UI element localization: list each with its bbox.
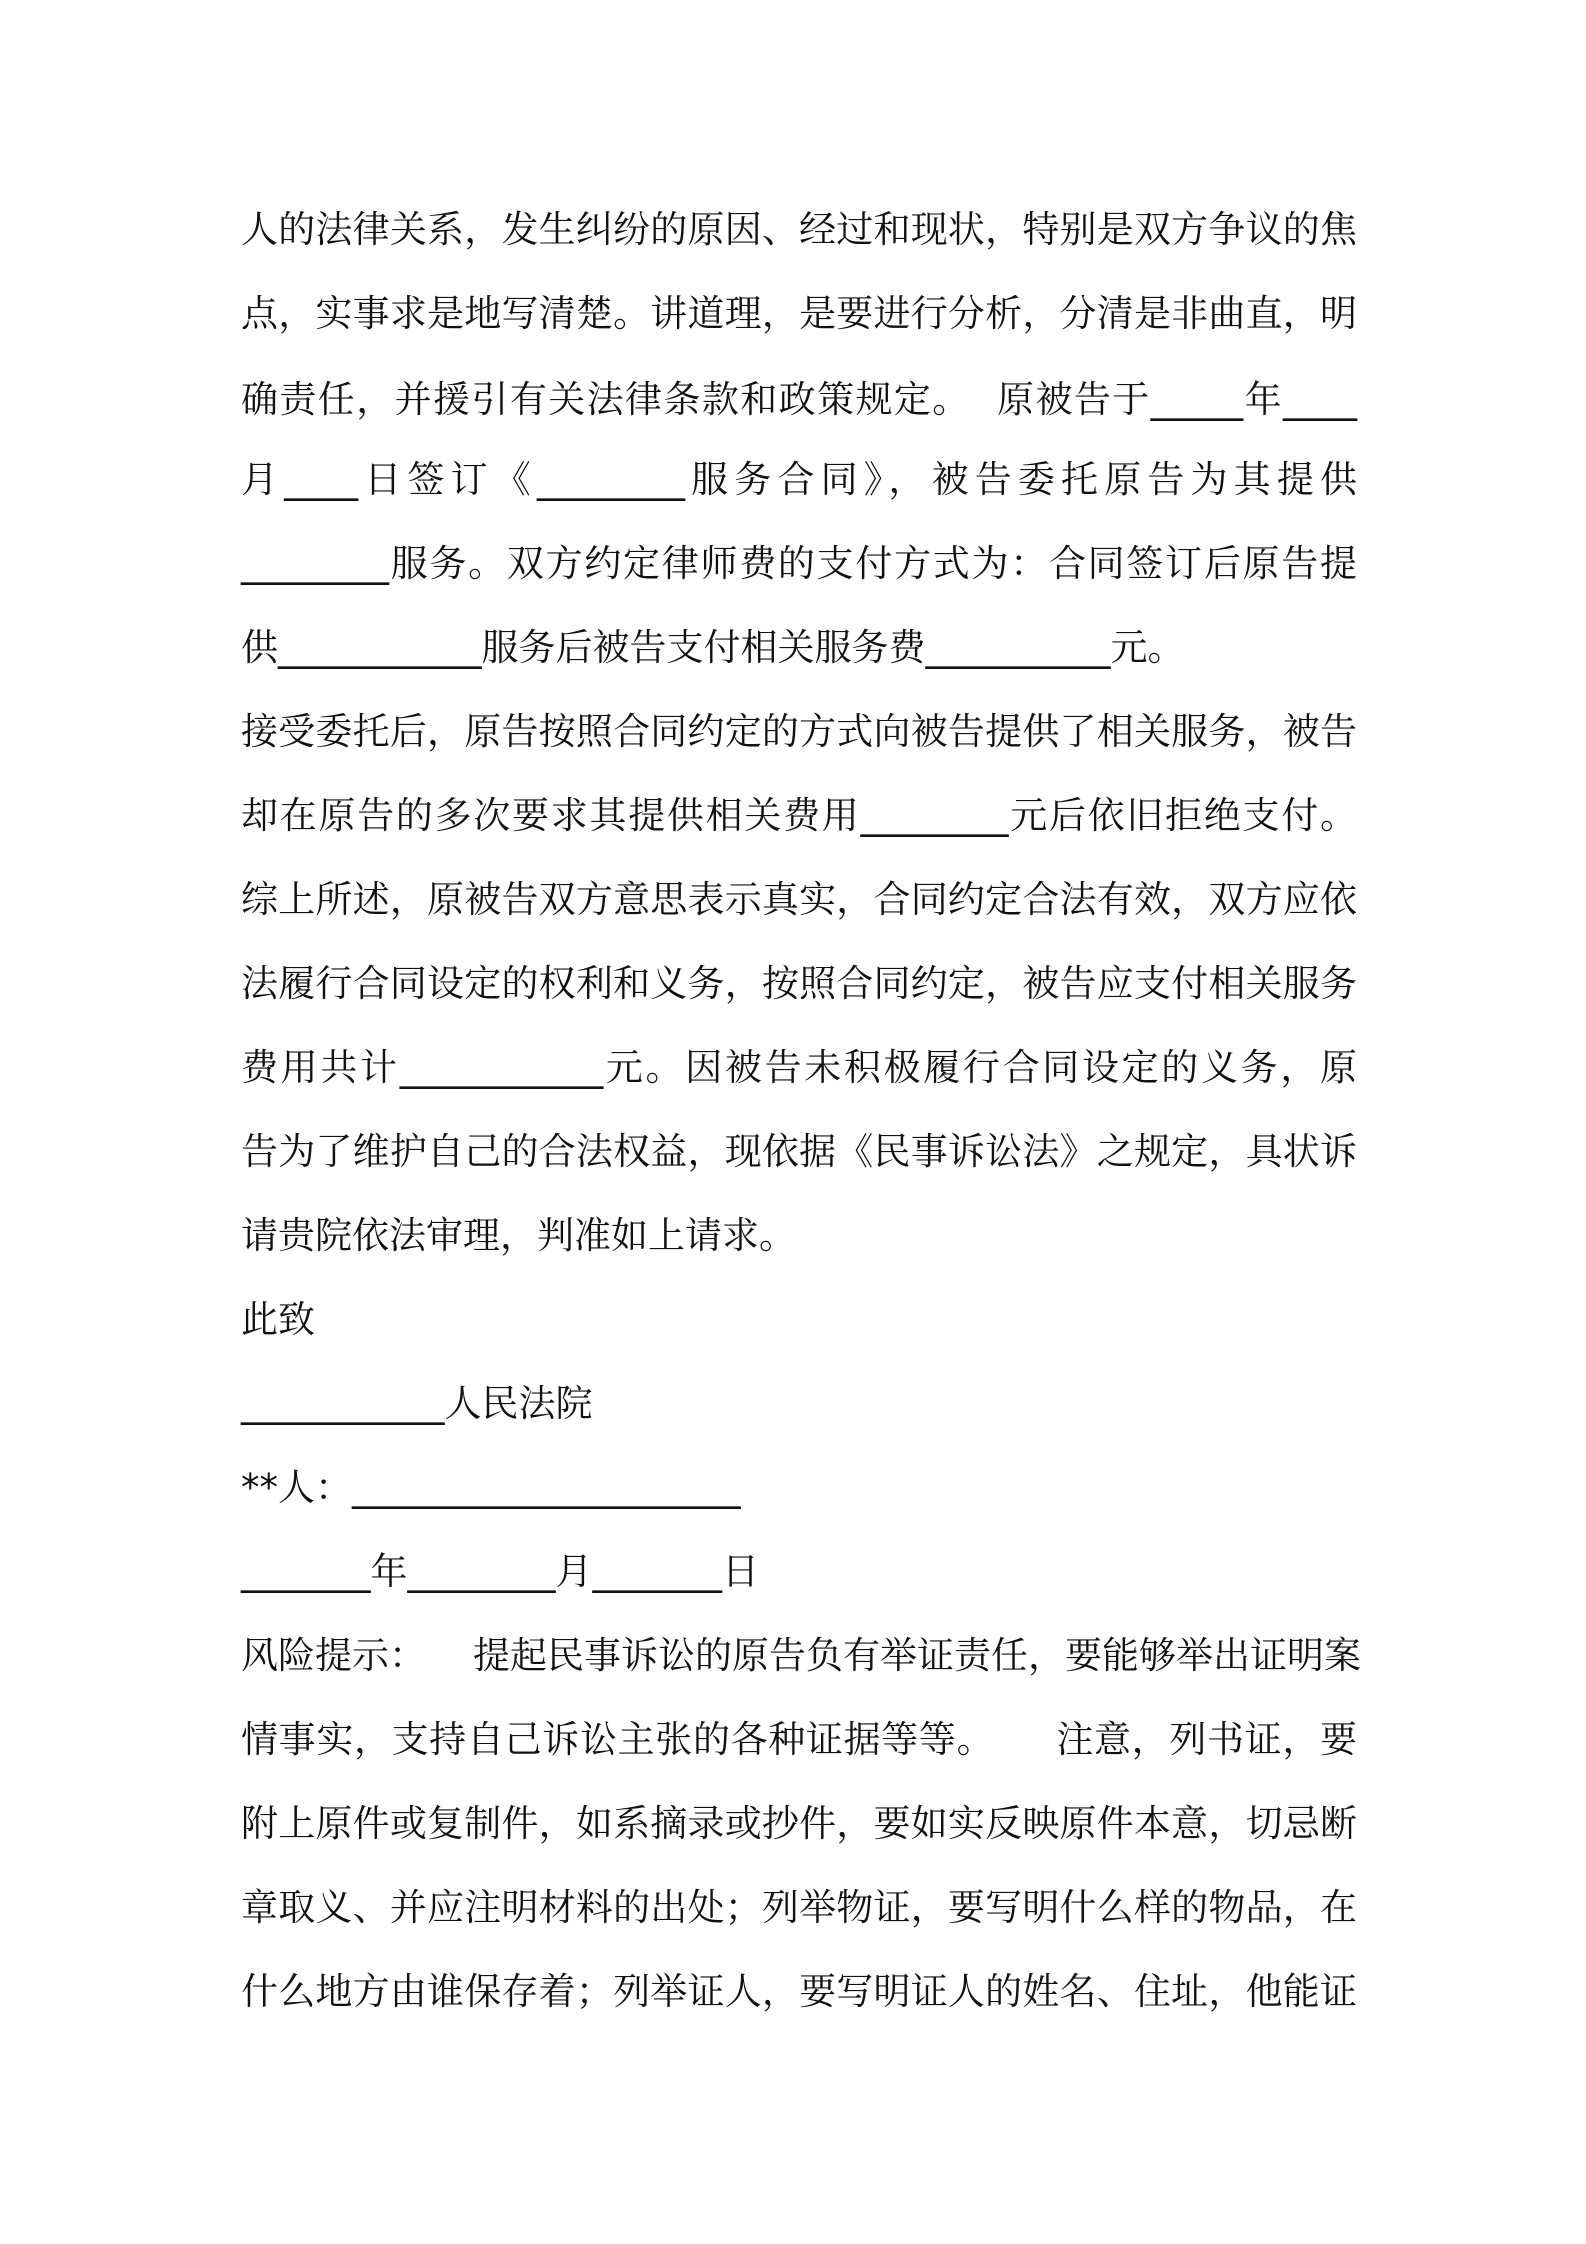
text-line-11: 费用共计___________元。因被告未积极履行合同设定的义务，原 [241, 1046, 1357, 1089]
text-line-6: 供___________服务后被告支付相关服务费__________元。 [241, 626, 1185, 669]
risk-line-2: 情事实，支持自己诉讼主张的各种证据等等。 注意，列书证，要 [241, 1718, 1357, 1761]
text-line-9: 综上所述，原被告双方意思表示真实，合同约定合法有效，双方应依 [241, 878, 1357, 921]
text-line-3: 确责任，并援引有关法律条款和政策规定。 原被告于_____年____ [241, 378, 1357, 421]
text-line-7: 接受委托后，原告按照合同约定的方式向被告提供了相关服务，被告 [241, 710, 1357, 753]
text-line-1: 人的法律关系，发生纠纷的原因、经过和现状，特别是双方争议的焦 [241, 208, 1357, 251]
court-line: ___________人民法院 [241, 1382, 593, 1425]
risk-line-1: 风险提示： 提起民事诉讼的原告负有举证责任，要能够举出证明案 [241, 1634, 1362, 1677]
risk-line-3: 附上原件或复制件，如系摘录或抄件，要如实反映原件本意，切忌断 [241, 1802, 1357, 1845]
salutation-line: 此致 [241, 1298, 315, 1341]
risk-line-5: 什么地方由谁保存着；列举证人，要写明证人的姓名、住址，他能证 [241, 1970, 1357, 2013]
date-line: _______年________月_______日 [241, 1550, 759, 1593]
text-line-4: 月____日签订《________服务合同》，被告委托原告为其提供 [241, 458, 1357, 501]
text-line-12: 告为了维护自己的合法权益，现依据《民事诉讼法》之规定，具状诉 [241, 1130, 1357, 1173]
text-line-8: 却在原告的多次要求其提供相关费用________元后依旧拒绝支付。 [241, 794, 1357, 837]
text-line-2: 点，实事求是地写清楚。讲道理，是要进行分析，分清是非曲直，明 [241, 292, 1357, 335]
signer-line: **人：_____________________ [241, 1466, 741, 1509]
text-line-13: 请贵院依法审理，判准如上请求。 [241, 1214, 796, 1257]
text-line-5: ________服务。双方约定律师费的支付方式为：合同签订后原告提 [241, 542, 1357, 585]
risk-line-4: 章取义、并应注明材料的出处；列举物证，要写明什么样的物品，在 [241, 1886, 1357, 1929]
text-line-10: 法履行合同设定的权利和义务，按照合同约定，被告应支付相关服务 [241, 962, 1357, 1005]
